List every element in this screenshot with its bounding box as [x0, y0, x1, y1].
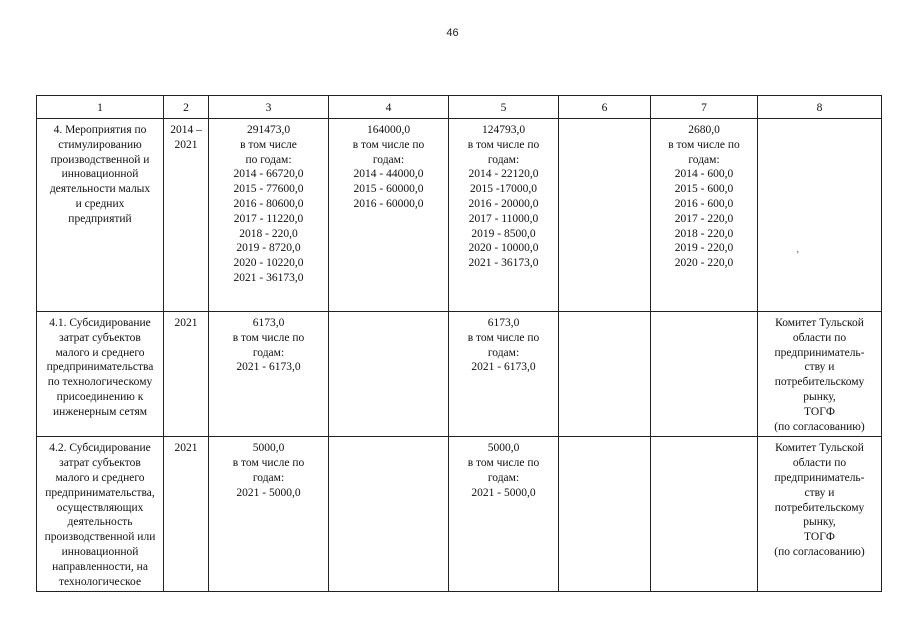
responsible-cell: [758, 119, 882, 312]
column-6-cell: [559, 312, 651, 437]
column-header-8: 8: [758, 96, 882, 119]
column-header-2: 2: [164, 96, 209, 119]
responsible-cell: Комитет Тульской области по предприниматель- ству и потребительскому рынку, ТОГФ (по согласованию): [758, 312, 882, 437]
stray-mark: ʼ: [796, 250, 800, 261]
column-header-7: 7: [651, 96, 758, 119]
program-table: [36, 95, 882, 592]
column-header-5: 5: [449, 96, 559, 119]
column-header-3: 3: [209, 96, 329, 119]
total-funding-cell: 291473,0 в том числе по годам: 2014 - 66720,0 2015 - 77600,0 2016 - 80600,0 2017 - 11220,0 2018 - 220,0 2019 - 8720,0 2020 - 10220,0 2021 - 36173,0: [209, 119, 329, 312]
measure-name-cell: 4.2. Субсидирование затрат субъектов малого и среднего предпринимательства, осуществляющих деятельность производственной или инновационной направленности, на технологическое: [37, 437, 164, 592]
column-7-cell: [651, 437, 758, 592]
total-funding-cell: 6173,0 в том числе по годам: 2021 - 6173,0: [209, 312, 329, 437]
column-4-cell: 164000,0 в том числе по годам: 2014 - 44000,0 2015 - 60000,0 2016 - 60000,0: [329, 119, 449, 312]
column-5-cell: 5000,0 в том числе по годам: 2021 - 5000,0: [449, 437, 559, 592]
table-row: [37, 119, 882, 312]
period-cell: 2021: [164, 437, 209, 592]
column-6-cell: [559, 119, 651, 312]
column-6-cell: [559, 437, 651, 592]
column-7-cell: 2680,0 в том числе по годам: 2014 - 600,0 2015 - 600,0 2016 - 600,0 2017 - 220,0 2018 - 220,0 2019 - 220,0 2020 - 220,0: [651, 119, 758, 312]
measure-name-cell: 4. Мероприятия по стимулированию производственной и инновационной деятельности малых и средних предприятий: [37, 119, 164, 312]
column-4-cell: [329, 437, 449, 592]
responsible-cell: Комитет Тульской области по предприниматель- ству и потребительскому рынку, ТОГФ (по согласованию): [758, 437, 882, 592]
page-number: 46: [446, 27, 459, 39]
column-header-1: 1: [37, 96, 164, 119]
period-cell: 2014 – 2021: [164, 119, 209, 312]
table-header-row: [37, 96, 882, 119]
column-header-4: 4: [329, 96, 449, 119]
measure-name-cell: 4.1. Субсидирование затрат субъектов малого и среднего предпринимательства по технологическому присоединению к инженерным сетям: [37, 312, 164, 437]
table-row: [37, 437, 882, 592]
column-header-6: 6: [559, 96, 651, 119]
period-cell: 2021: [164, 312, 209, 437]
column-5-cell: 124793,0 в том числе по годам: 2014 - 22120,0 2015 -17000,0 2016 - 20000,0 2017 - 11000,0 2019 - 8500,0 2020 - 10000,0 2021 - 36173,0: [449, 119, 559, 312]
total-funding-cell: 5000,0 в том числе по годам: 2021 - 5000,0: [209, 437, 329, 592]
column-5-cell: 6173,0 в том числе по годам: 2021 - 6173,0: [449, 312, 559, 437]
table-row: [37, 312, 882, 437]
column-4-cell: [329, 312, 449, 437]
column-7-cell: [651, 312, 758, 437]
